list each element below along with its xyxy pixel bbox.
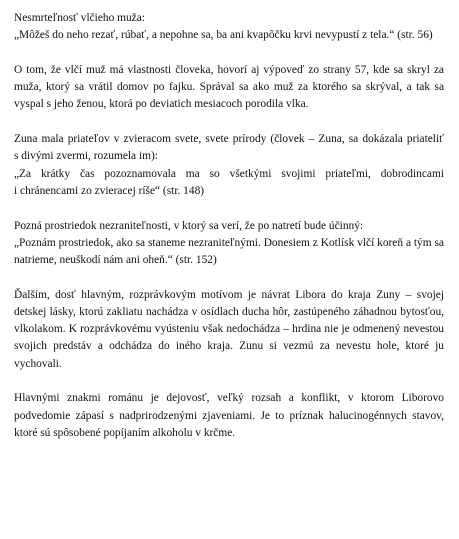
paragraph-line: Ďalším, dosť hlavným, rozprávkovým motívom je návrat Libora do kraja Zuny – svojej	[14, 288, 444, 301]
paragraph-line: Nesmrteľnosť vlčieho muža:	[14, 12, 145, 24]
paragraph-line: vlkolakom. K rozprávkovému vyústeniu však nedochádza – hrdina nie je odmenený nevestou	[14, 323, 444, 336]
paragraph-invulnerability	[14, 218, 444, 270]
paragraph-line: natrieme, neuškodí nám ani oheň.“ (str. 152)	[14, 254, 217, 267]
paragraph-line: vychovali.	[14, 357, 62, 370]
document-body	[14, 10, 444, 460]
paragraph-human-traits	[14, 62, 444, 114]
paragraph-line: vyspal s jeho ženou, ktorá po deviatich mesiacoch porodila vlka.	[14, 98, 309, 111]
paragraph-animal-friends	[14, 131, 444, 200]
paragraph-line: s divými zvermi, rozumela im):	[14, 150, 158, 163]
paragraph-line: detskej lásky, ktorú zakliatu nachádza v osídlach ducha hôr, zastúpeného záhadnou bytosťou,	[14, 306, 444, 319]
paragraph-immortality	[14, 10, 444, 44]
paragraph-line: svojich predstáv a odchádza do iného kraja. Zunu si vezmú za nevestu hole, ktoré ju	[14, 340, 444, 353]
paragraph-line: „Poznám prostriedok, ako sa staneme nezraniteľnými. Donesiem z Kotlísk vlčí koreň a tým sa	[14, 236, 444, 249]
paragraph-line: podvedomie zápasí s nadprirodzenými zjaveniami. Je to príznak halucinogénnych stavov,	[14, 409, 444, 422]
paragraph-line: Zuna mala priateľov v zvieracom svete, svete prírody (človek – Zuna, sa dokázala priateliť	[14, 133, 444, 146]
paragraph-line: i chránencami zo zvieracej ríše“ (str. 148)	[14, 184, 205, 197]
paragraph-line: ktoré sú spôsobené popíjaním alkoholu v krčme.	[14, 426, 236, 439]
paragraph-fairy-tale-motif	[14, 287, 444, 373]
paragraph-line: muža, ktorý sa vrátil domov po fajku. Správal sa ako muž za ktorého sa skrýval, a tak sa	[14, 81, 444, 94]
paragraph-novel-features	[14, 390, 444, 442]
paragraph-line: „Za krátky čas pozoznamovala ma so všetkými svojimi priateľmi, dobrodincami	[14, 167, 444, 180]
paragraph-line: Hlavnými znakmi románu je dejovosť, veľký rozsah a konflikt, v ktorom Liborovo	[14, 392, 444, 405]
paragraph-line: O tom, že vlčí muž má vlastnosti človeka, hovorí aj výpoveď zo strany 57, kde sa skryl za	[14, 64, 444, 76]
paragraph-line: Pozná prostriedok nezraniteľnosti, v ktorý sa verí, že po natretí bude účinný:	[14, 219, 364, 232]
paragraph-line: „Môžeš do neho rezať, rúbať, a nepohne sa, ba ani kvapôčku krvi nevypustí z tela.“ (str. 56)	[14, 29, 433, 42]
